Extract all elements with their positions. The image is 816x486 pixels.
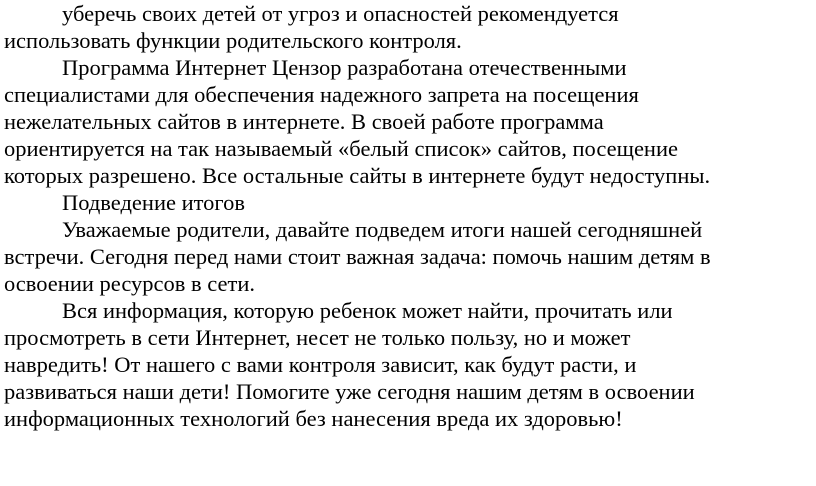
section-heading-summary	[4, 189, 810, 216]
text-line: Программа Интернет Цензор разработана отечественными	[62, 55, 627, 80]
text-line: использовать функции родительского контроля.	[4, 28, 462, 53]
text-line: освоении ресурсов в сети.	[4, 271, 255, 296]
text-line: развиваться наши дети! Помогите уже сегодня нашим детям в освоении	[4, 379, 695, 404]
text-line: ориентируется на так называемый «белый список» сайтов, посещение	[4, 136, 679, 161]
text-line: просмотреть в сети Интернет, несет не только пользу, но и может	[4, 325, 631, 350]
text-line: нежелательных сайтов в интернете. В своей работе программа	[4, 109, 604, 134]
paragraph-parental-control	[4, 0, 810, 54]
text-line: информационных технологий без нанесения вреда их здоровью!	[4, 406, 623, 431]
text-line: уберечь своих детей от угроз и опасностей рекомендуется	[62, 1, 619, 26]
paragraph-all-information	[4, 297, 810, 432]
heading-text: Подведение итогов	[62, 190, 245, 215]
paragraph-internet-censor	[4, 54, 810, 189]
text-line: специалистами для обеспечения надежного запрета на посещения	[4, 82, 639, 107]
paragraph-dear-parents	[4, 216, 810, 297]
text-line: Уважаемые родители, давайте подведем итоги нашей сегодняшней	[62, 217, 703, 242]
text-line: навредить! От нашего с вами контроля зависит, как будут расти, и	[4, 352, 637, 377]
text-line: встречи. Сегодня перед нами стоит важная задача: помочь нашим детям в	[4, 244, 711, 269]
document-page	[4, 0, 810, 432]
text-line: которых разрешено. Все остальные сайты в интернете будут недоступны.	[4, 163, 711, 188]
text-line: Вся информация, которую ребенок может найти, прочитать или	[62, 298, 673, 323]
